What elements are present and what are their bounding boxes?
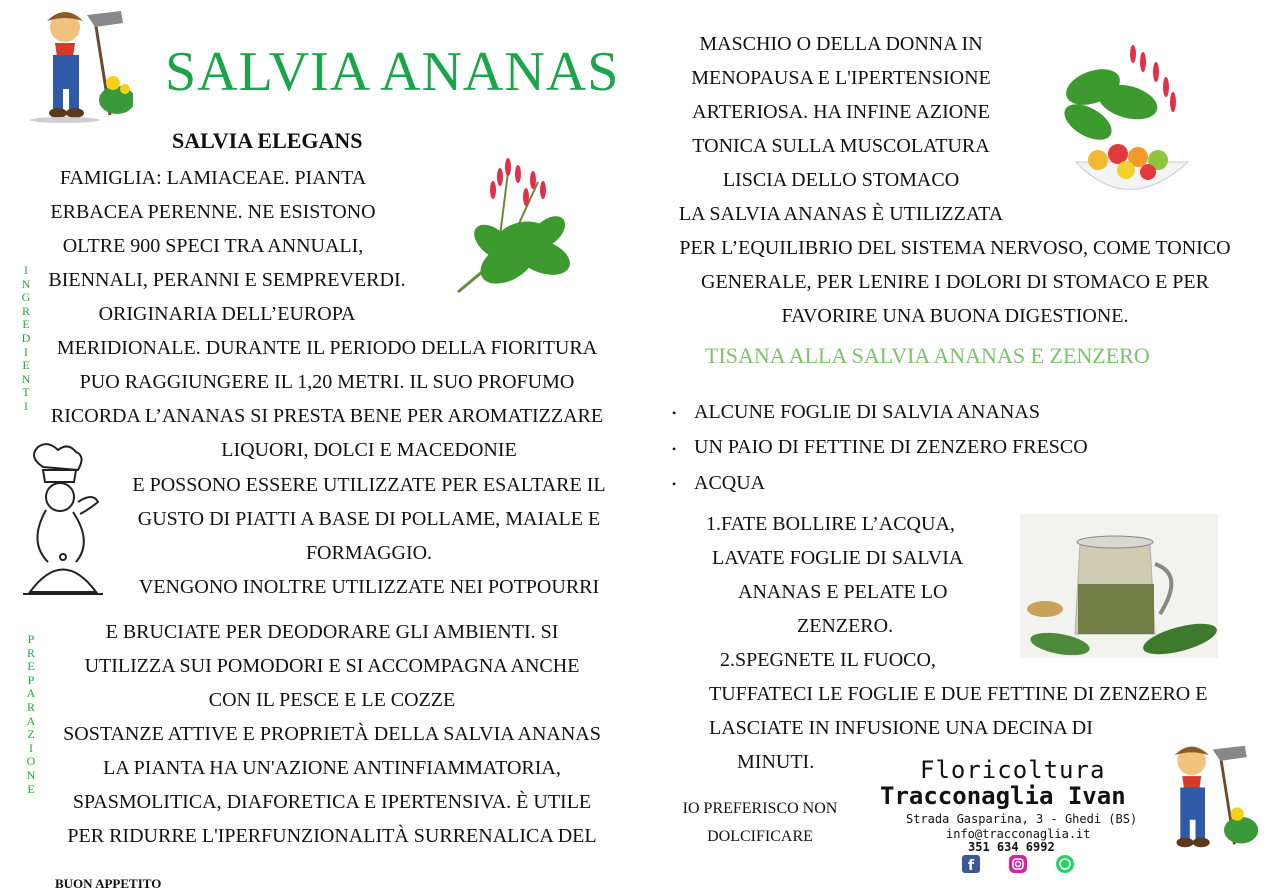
text-line: E POSSONO ESSERE UTILIZZATE PER ESALTARE IL xyxy=(132,474,606,496)
step-line: TUFFATECI LE FOGLIE E DUE FETTINE DI ZENZERO E xyxy=(709,683,1208,705)
text-line: VENGONO INOLTRE UTILIZZATE NEI POTPOURRI xyxy=(138,576,600,598)
farmer-logo-illustration xyxy=(1152,740,1258,852)
text-line: GUSTO DI PIATTI A BASE DI POLLAME, MAIALE E xyxy=(137,508,601,530)
text-line: PER RIDURRE L'IPERFUNZIONALITÀ SURRENALICA DEL xyxy=(67,825,597,847)
step-line: MINUTI. xyxy=(737,751,815,773)
text-line: LISCIA DELLO STOMACO xyxy=(722,169,960,191)
buon-appetito-text: BUON APPETITO xyxy=(55,876,162,891)
list-item: • ACQUA xyxy=(672,466,1088,501)
whatsapp-icon[interactable] xyxy=(1056,855,1074,873)
vertical-letter: E xyxy=(27,781,35,796)
instagram-icon[interactable] xyxy=(1009,855,1027,873)
note-line: DOLCIFICARE xyxy=(707,828,813,845)
step-line: 2.SPEGNETE IL FUOCO, xyxy=(720,649,936,671)
text-line: RICORDA L’ANANAS SI PRESTA BENE PER AROMATIZZARE xyxy=(50,405,604,427)
vertical-letter: I xyxy=(29,740,33,755)
vertical-letter: I xyxy=(24,398,28,413)
vertical-letter: D xyxy=(21,330,31,345)
text-line: MASCHIO O DELLA DONNA IN xyxy=(699,33,983,55)
vertical-letter: E xyxy=(22,358,30,373)
preparazione-vertical-label xyxy=(24,633,38,796)
vertical-letter: A xyxy=(26,686,36,701)
vertical-letter: T xyxy=(22,385,30,400)
text-line: PER L’EQUILIBRIO DEL SISTEMA NERVOSO, COME TONICO xyxy=(679,237,1231,259)
step-line: ANANAS E PELATE LO xyxy=(738,581,948,603)
text-line: ORIGINARIA DELL’EUROPA xyxy=(98,303,356,325)
text-line: FAVORIRE UNA BUONA DIGESTIONE. xyxy=(781,305,1129,327)
text-line: LA SALVIA ANANAS È UTILIZZATA xyxy=(678,203,1004,225)
ingredients-list xyxy=(672,395,1088,501)
chef-illustration xyxy=(18,442,108,612)
text-line: FAMIGLIA: LAMIACEAE. PIANTA xyxy=(59,167,367,189)
logo-email: info@tracconaglia.it xyxy=(946,827,1091,841)
vertical-letter: N xyxy=(21,276,31,291)
facebook-icon[interactable] xyxy=(962,855,980,873)
vertical-letter: N xyxy=(21,371,31,386)
vertical-letter: E xyxy=(27,659,35,674)
vertical-letter: R xyxy=(21,303,30,318)
step-line: ZENZERO. xyxy=(797,615,894,637)
ingredienti-vertical-label xyxy=(19,264,33,414)
vertical-letter: Z xyxy=(27,727,35,742)
vertical-letter: I xyxy=(24,263,28,277)
vertical-letter: P xyxy=(27,672,35,687)
list-item: • UN PAIO DI FETTINE DI ZENZERO FRESCO xyxy=(672,430,1088,465)
text-line: FORMAGGIO. xyxy=(305,542,433,564)
text-line: CON IL PESCE E LE COZZE xyxy=(208,689,456,711)
text-line: ARTERIOSA. HA INFINE AZIONE xyxy=(692,101,990,123)
vertical-letter: N xyxy=(26,767,36,782)
text-line: LIQUORI, DOLCI E MACEDONIE xyxy=(221,439,517,461)
text-line: UTILIZZA SUI POMODORI E SI ACCOMPAGNA ANCHE xyxy=(84,655,580,677)
vertical-letter: O xyxy=(26,754,36,769)
vertical-letter: I xyxy=(24,344,28,359)
fruit-salad-image xyxy=(1048,42,1206,210)
note-line: IO PREFERISCO NON xyxy=(682,800,838,817)
svg-text:f: f xyxy=(968,858,975,873)
page-subtitle: SALVIA ELEGANS xyxy=(172,128,363,153)
logo-line-1: Floricoltura xyxy=(920,756,1106,784)
page-title: SALVIA ANANAS xyxy=(165,41,620,103)
vertical-letter: E xyxy=(22,317,30,332)
tea-pot-image xyxy=(1020,514,1218,658)
step-line: LAVATE FOGLIE DI SALVIA xyxy=(712,547,964,569)
text-line: LA PIANTA HA UN'AZIONE ANTINFIAMMATORIA, xyxy=(103,757,561,779)
vertical-letter: R xyxy=(26,699,35,714)
step-line: 1.FATE BOLLIRE L’ACQUA, xyxy=(706,513,955,535)
text-line: BIENNALI, PERANNI E SEMPREVERDI. xyxy=(48,269,406,291)
vertical-letter: P xyxy=(27,632,35,646)
text-line: GENERALE, PER LENIRE I DOLORI DI STOMACO E PER xyxy=(701,271,1209,293)
text-line: PUO RAGGIUNGERE IL 1,20 METRI. IL SUO PROFUMO xyxy=(79,371,575,393)
text-line: TONICA SULLA MUSCOLATURA xyxy=(692,135,990,157)
text-line: MENOPAUSA E L'IPERTENSIONE xyxy=(691,67,991,89)
text-line: OLTRE 900 SPECI TRA ANNUALI, xyxy=(62,235,364,257)
farmer-illustration xyxy=(25,5,133,123)
text-line: SOSTANZE ATTIVE E PROPRIETÀ DELLA SALVIA ANANAS xyxy=(63,723,601,745)
list-item: • ALCUNE FOGLIE DI SALVIA ANANAS xyxy=(672,395,1088,430)
text-line: MERIDIONALE. DURANTE IL PERIODO DELLA FIORITURA xyxy=(56,337,598,359)
sage-plant-image xyxy=(448,152,580,312)
vertical-letter: R xyxy=(26,645,35,660)
text-line: ERBACEA PERENNE. NE ESISTONO xyxy=(50,201,376,223)
recipe-title: TISANA ALLA SALVIA ANANAS E ZENZERO xyxy=(705,343,1150,368)
vertical-letter: A xyxy=(26,713,36,728)
text-line: SPASMOLITICA, DIAFORETICA E IPERTENSIVA. È UTILE xyxy=(72,791,592,813)
vertical-letter: G xyxy=(21,290,31,305)
logo-phone: 351 634 6992 xyxy=(968,840,1055,854)
text-line: E BRUCIATE PER DEODORARE GLI AMBIENTI. SI xyxy=(105,621,559,643)
logo-address: Strada Gasparina, 3 - Ghedi (BS) xyxy=(906,812,1138,826)
logo-line-2: Tracconaglia Ivan xyxy=(880,782,1126,810)
step-line: LASCIATE IN INFUSIONE UNA DECINA DI xyxy=(709,717,1093,739)
